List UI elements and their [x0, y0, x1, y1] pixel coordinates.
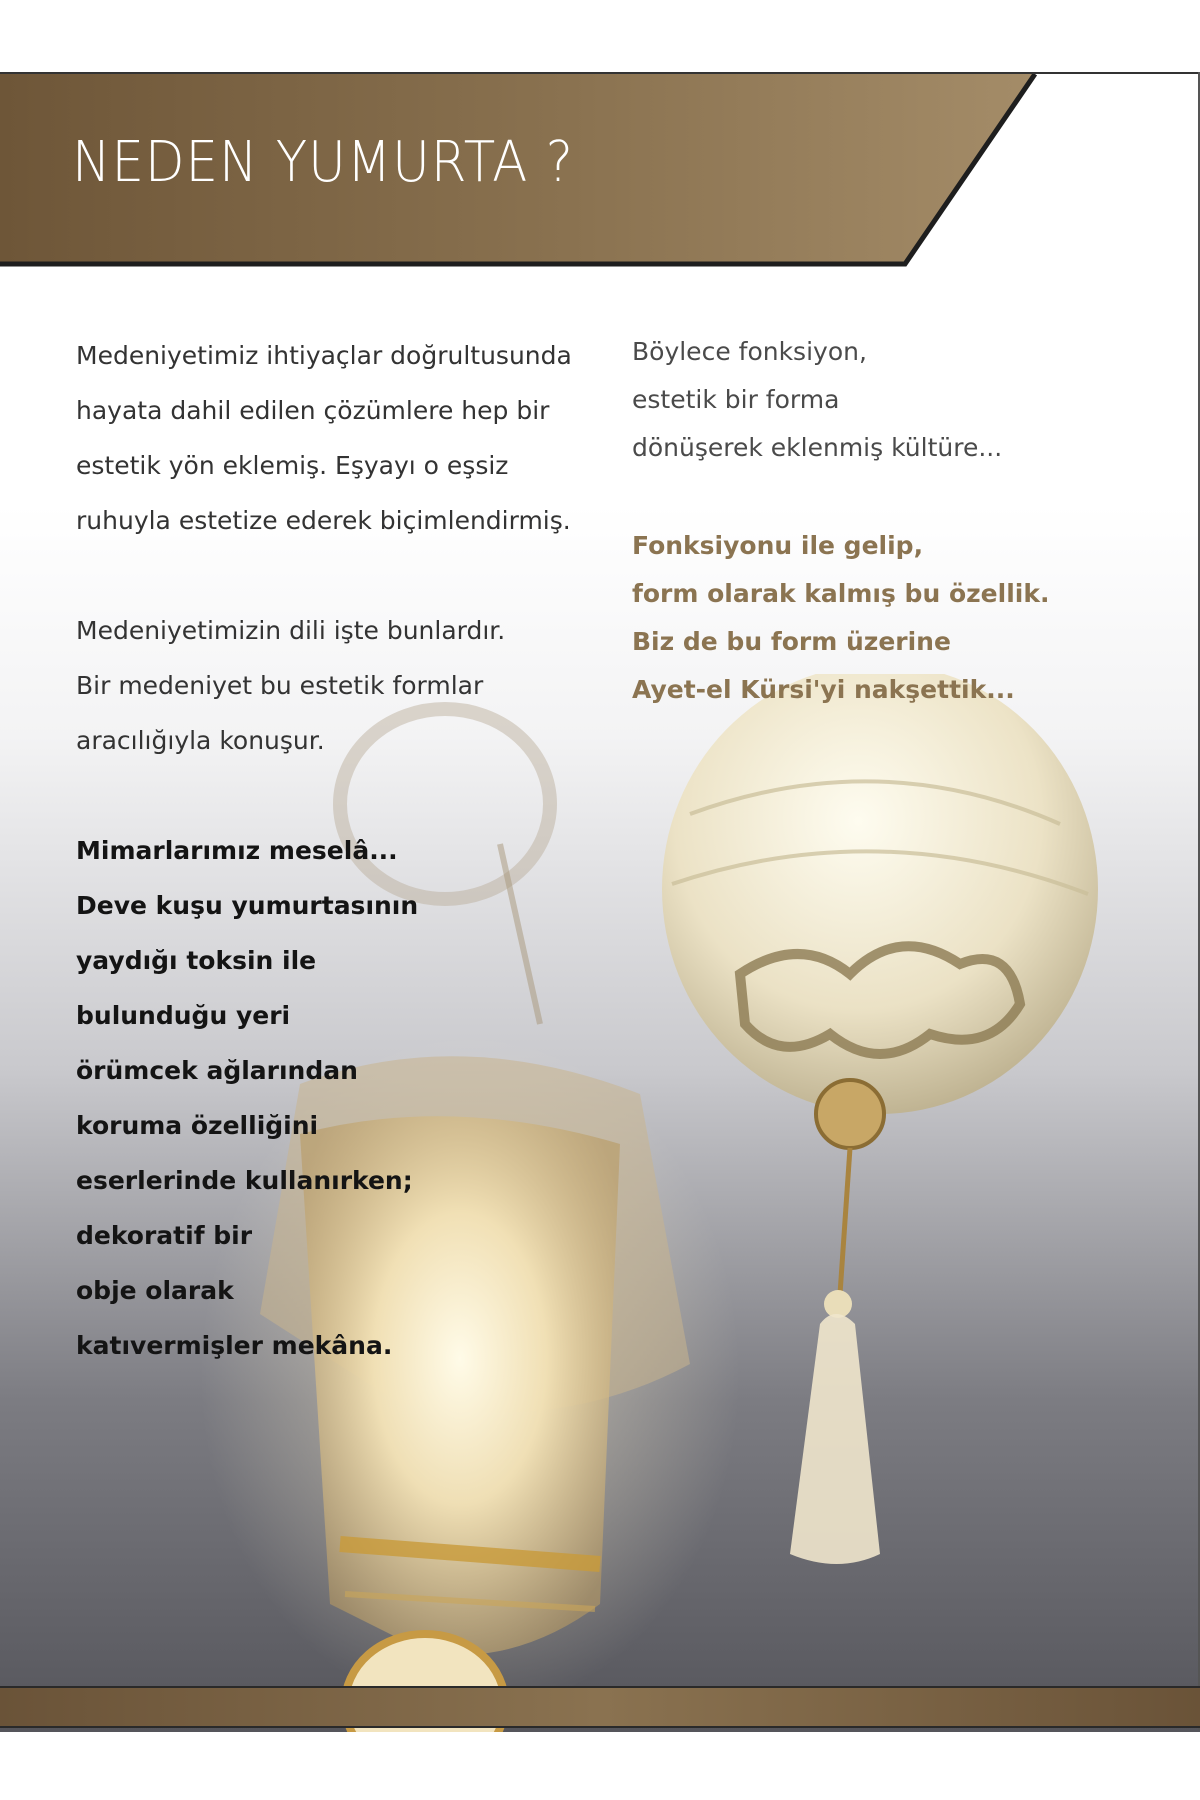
header-band: [0, 74, 1200, 272]
right-text-column: [632, 328, 1049, 714]
right-p1-line3: dönüşerek eklenmiş kültüre...: [632, 433, 1003, 462]
left-text-column: [76, 328, 572, 1373]
right-p2-line3: Biz de bu form üzerine: [632, 627, 951, 656]
left-p2-line3: aracılığıyla konuşur.: [76, 726, 325, 755]
left-p3-line1: Mimarlarımız meselâ...: [76, 836, 398, 865]
left-p3-line3: yaydığı toksin ile: [76, 946, 317, 975]
page-title: NEDEN YUMURTA ?: [72, 130, 574, 195]
left-p2-line1: Medeniyetimizin dili işte bunlardır.: [76, 616, 506, 645]
left-p3-line9: obje olarak: [76, 1276, 234, 1305]
left-p1-line2: hayata dahil edilen çözümlere hep bir: [76, 396, 550, 425]
footer-band: [0, 1686, 1200, 1728]
left-p1-line4: ruhuyla estetize ederek biçimlendirmiş.: [76, 506, 571, 535]
right-p2-line2: form olarak kalmış bu özellik.: [632, 579, 1050, 608]
left-p1-line3: estetik yön eklemiş. Eşyayı o eşsiz: [76, 451, 509, 480]
right-p2-line1: Fonksiyonu ile gelip,: [632, 531, 924, 560]
left-p3-line2: Deve kuşu yumurtasının: [76, 891, 419, 920]
right-p1-line1: Böylece fonksiyon,: [632, 337, 867, 366]
left-p3-line5: örümcek ağlarından: [76, 1056, 358, 1085]
left-p3-line8: dekoratif bir: [76, 1221, 253, 1250]
right-p1-line2: estetik bir forma: [632, 385, 840, 414]
right-p2-line4: Ayet-el Kürsi'yi nakşettik...: [632, 675, 1015, 704]
left-p1-line1: Medeniyetimiz ihtiyaçlar doğrultusunda: [76, 341, 572, 370]
left-p2-line2: Bir medeniyet bu estetik formlar: [76, 671, 484, 700]
left-p3-line6: koruma özelliğini: [76, 1111, 319, 1140]
brochure-page: [0, 72, 1200, 1732]
left-p3-line10: katıvermişler mekâna.: [76, 1331, 393, 1360]
left-p3-line7: eserlerinde kullanırken;: [76, 1166, 413, 1195]
left-p3-line4: bulunduğu yeri: [76, 1001, 291, 1030]
